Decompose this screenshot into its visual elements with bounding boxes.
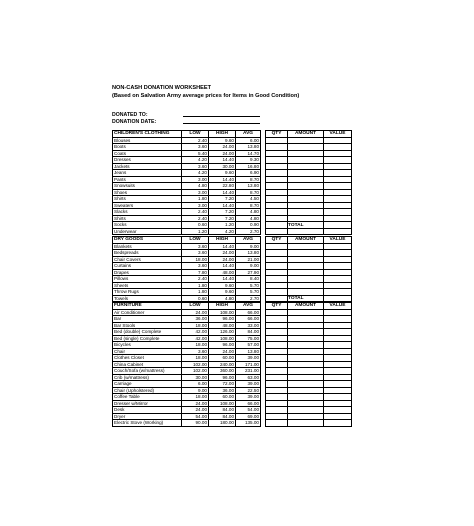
avg-value: 8.70 <box>236 202 261 209</box>
avg-value: 57.00 <box>236 342 261 349</box>
item-name: Bar Stools <box>113 322 182 329</box>
entry-table-furniture <box>265 302 352 427</box>
avg-value: 54.00 <box>236 407 261 414</box>
item-name: Socks <box>113 222 182 229</box>
high-value: 108.00 <box>209 309 236 316</box>
donated-to-field[interactable] <box>183 116 260 117</box>
low-value: 2.40 <box>182 276 209 283</box>
section-table-dry-goods <box>112 236 261 302</box>
avg-value: 4.80 <box>236 215 261 222</box>
item-name: Desk <box>113 407 182 414</box>
avg-value: 14.70 <box>236 150 261 157</box>
high-value: 4.20 <box>209 228 236 235</box>
low-value: 18.00 <box>182 394 209 401</box>
high-value: 84.00 <box>209 413 236 420</box>
section-table-childrens-clothing <box>112 130 261 235</box>
high-value: 240.00 <box>209 361 236 368</box>
qty-cell[interactable] <box>266 295 288 302</box>
avg-value: 66.00 <box>236 316 261 323</box>
amount-cell[interactable] <box>288 420 324 427</box>
column-header-qty: QTY <box>266 131 288 138</box>
table-row <box>113 420 261 427</box>
avg-value: 63.00 <box>236 374 261 381</box>
item-name: Snowsuits <box>113 183 182 190</box>
avg-value: 9.00 <box>236 243 261 250</box>
value-cell[interactable] <box>324 228 352 235</box>
low-value: 102.00 <box>182 368 209 375</box>
high-value: 22.80 <box>209 183 236 190</box>
section-name: DRY GOODS <box>113 237 182 244</box>
column-header-value: VALUE <box>324 237 352 244</box>
item-name: Chair (Upholstered) <box>113 387 182 394</box>
high-value: 108.00 <box>209 400 236 407</box>
high-value: 126.00 <box>209 329 236 336</box>
page-title: NON-CASH DONATION WORKSHEET <box>112 85 212 91</box>
entry-header-row <box>266 237 352 244</box>
low-value: 1.80 <box>182 289 209 296</box>
column-header-value: VALUE <box>324 303 352 310</box>
item-name: Sheets <box>113 282 182 289</box>
high-value: 24.00 <box>209 256 236 263</box>
item-name: China Cabinet <box>113 361 182 368</box>
low-value: 3.60 <box>182 263 209 270</box>
high-value: 9.60 <box>209 137 236 144</box>
column-header-high: HIGH <box>209 237 236 244</box>
low-value: 42.00 <box>182 329 209 336</box>
low-value: 4.80 <box>182 183 209 190</box>
high-value: 180.00 <box>209 420 236 427</box>
donation-date-label: DONATION DATE: <box>112 119 157 125</box>
avg-value: 13.80 <box>236 144 261 151</box>
item-name: Pillows <box>113 276 182 283</box>
item-name: Blouses <box>113 137 182 144</box>
column-header-high: HIGH <box>209 303 236 310</box>
high-value: 9.60 <box>209 289 236 296</box>
donation-date-field[interactable] <box>183 123 260 124</box>
high-value: 48.00 <box>209 322 236 329</box>
value-cell[interactable] <box>324 420 352 427</box>
item-name: Throw Rugs <box>113 289 182 296</box>
avg-value: 16.80 <box>236 163 261 170</box>
avg-value: 2.70 <box>236 228 261 235</box>
avg-value: 39.00 <box>236 394 261 401</box>
avg-value: 5.70 <box>236 289 261 296</box>
low-value: 1.20 <box>182 228 209 235</box>
item-name: Bicycles <box>113 342 182 349</box>
high-value: 60.00 <box>209 394 236 401</box>
avg-value: 13.80 <box>236 250 261 257</box>
item-name: Chair <box>113 348 182 355</box>
avg-value: 6.00 <box>236 137 261 144</box>
column-header-amount: AMOUNT <box>288 303 324 310</box>
low-value: 3.60 <box>182 348 209 355</box>
high-value: 9.60 <box>209 282 236 289</box>
item-name: Dresser w/Mirror <box>113 400 182 407</box>
column-header-qty: QTY <box>266 303 288 310</box>
low-value: 18.00 <box>182 355 209 362</box>
item-name: Shoes <box>113 189 182 196</box>
item-name: Blankets <box>113 243 182 250</box>
column-header-high: HIGH <box>209 131 236 138</box>
low-value: 42.00 <box>182 335 209 342</box>
qty-cell[interactable] <box>266 228 288 235</box>
item-name: Shirts <box>113 215 182 222</box>
high-value: 60.00 <box>209 355 236 362</box>
item-name: Bed (double) Complete <box>113 329 182 336</box>
avg-value: 33.00 <box>236 322 261 329</box>
high-value: 24.00 <box>209 250 236 257</box>
entry-row <box>266 295 352 302</box>
high-value: 14.40 <box>209 157 236 164</box>
item-name: Towels <box>113 295 182 302</box>
value-cell[interactable] <box>324 295 352 302</box>
low-value: 2.40 <box>182 209 209 216</box>
high-value: 30.00 <box>209 163 236 170</box>
low-value: 24.00 <box>182 309 209 316</box>
avg-value: 8.70 <box>236 189 261 196</box>
high-value: 14.40 <box>209 202 236 209</box>
column-header-amount: AMOUNT <box>288 131 324 138</box>
high-value: 24.00 <box>209 144 236 151</box>
page-subtitle: (Based on Salvation Army average prices for Items in Good Condition) <box>112 93 300 99</box>
item-name: Air Conditioner <box>113 309 182 316</box>
low-value: 3.00 <box>182 202 209 209</box>
low-value: 18.00 <box>182 322 209 329</box>
table-row <box>113 228 261 235</box>
avg-value: 13.80 <box>236 348 261 355</box>
high-value: 72.00 <box>209 381 236 388</box>
low-value: 3.00 <box>182 176 209 183</box>
high-value: 108.00 <box>209 335 236 342</box>
low-value: 3.60 <box>182 163 209 170</box>
low-value: 4.20 <box>182 170 209 177</box>
low-value: 3.60 <box>182 250 209 257</box>
high-value: 48.00 <box>209 269 236 276</box>
item-name: Pants <box>113 176 182 183</box>
entry-row <box>266 420 352 427</box>
item-name: Coats <box>113 150 182 157</box>
high-value: 24.00 <box>209 348 236 355</box>
item-name: Jackets <box>113 163 182 170</box>
low-value: 1.80 <box>182 196 209 203</box>
low-value: 7.80 <box>182 269 209 276</box>
avg-value: 75.00 <box>236 335 261 342</box>
avg-value: 6.90 <box>236 170 261 177</box>
entry-row <box>266 228 352 235</box>
avg-value: 135.00 <box>236 420 261 427</box>
avg-value: 8.40 <box>236 276 261 283</box>
low-value: 3.60 <box>182 144 209 151</box>
high-value: 36.00 <box>209 387 236 394</box>
item-name: Coffee Table <box>113 394 182 401</box>
avg-value: 8.70 <box>236 176 261 183</box>
low-value: 24.00 <box>182 407 209 414</box>
item-name: Crib (w/mattress) <box>113 374 182 381</box>
avg-value: 9.30 <box>236 157 261 164</box>
high-value: 7.20 <box>209 209 236 216</box>
item-name: Drapes <box>113 269 182 276</box>
avg-value: 21.00 <box>236 256 261 263</box>
item-name: Boots <box>113 144 182 151</box>
avg-value: 27.90 <box>236 269 261 276</box>
item-name: Jeans <box>113 170 182 177</box>
avg-value: 0.90 <box>236 222 261 229</box>
high-value: 96.00 <box>209 316 236 323</box>
low-value: 54.00 <box>182 413 209 420</box>
high-value: 24.00 <box>209 150 236 157</box>
column-header-avg: AVG <box>236 131 261 138</box>
entry-table-childrens-clothing <box>265 130 352 235</box>
low-value: 102.00 <box>182 361 209 368</box>
avg-value: 13.80 <box>236 183 261 190</box>
item-name: Couch/Sofa (w/mattress) <box>113 368 182 375</box>
column-header-qty: QTY <box>266 237 288 244</box>
high-value: 14.40 <box>209 263 236 270</box>
high-value: 1.20 <box>209 222 236 229</box>
item-name: Underwear <box>113 228 182 235</box>
low-value: 24.00 <box>182 400 209 407</box>
avg-value: 84.00 <box>236 329 261 336</box>
high-value: 7.20 <box>209 196 236 203</box>
item-name: Carriage <box>113 381 182 388</box>
column-header-low: LOW <box>182 131 209 138</box>
item-name: Electric Stove (Working) <box>113 420 182 427</box>
low-value: 18.00 <box>182 342 209 349</box>
low-value: 18.00 <box>182 256 209 263</box>
item-name: Shirts <box>113 196 182 203</box>
avg-value: 171.00 <box>236 361 261 368</box>
low-value: 6.00 <box>182 381 209 388</box>
high-value: 96.00 <box>209 342 236 349</box>
low-value: 2.40 <box>182 137 209 144</box>
avg-value: 4.80 <box>236 209 261 216</box>
low-value: 36.00 <box>182 316 209 323</box>
low-value: 2.40 <box>182 215 209 222</box>
avg-value: 231.00 <box>236 368 261 375</box>
avg-value: 2.70 <box>236 295 261 302</box>
section-name: FURNITURE <box>113 303 182 310</box>
table-row <box>113 295 261 302</box>
avg-value: 5.70 <box>236 282 261 289</box>
high-value: 14.40 <box>209 243 236 250</box>
high-value: 7.20 <box>209 215 236 222</box>
high-value: 84.00 <box>209 407 236 414</box>
entry-header-row <box>266 131 352 138</box>
entry-header-row <box>266 303 352 310</box>
high-value: 14.40 <box>209 176 236 183</box>
high-value: 14.40 <box>209 189 236 196</box>
column-header-amount: AMOUNT <box>288 237 324 244</box>
section-total-label: TOTAL <box>288 223 304 228</box>
low-value: 9.00 <box>182 387 209 394</box>
section-total-label: TOTAL <box>288 296 304 301</box>
low-value: 30.00 <box>182 374 209 381</box>
high-value: 96.00 <box>209 374 236 381</box>
low-value: 4.20 <box>182 157 209 164</box>
avg-value: 9.00 <box>236 263 261 270</box>
item-name: Bar <box>113 316 182 323</box>
entry-table-dry-goods <box>265 236 352 302</box>
low-value: 0.60 <box>182 222 209 229</box>
item-name: Bed (single) Complete <box>113 335 182 342</box>
column-header-value: VALUE <box>324 131 352 138</box>
avg-value: 22.50 <box>236 387 261 394</box>
donated-to-label: DONATED TO: <box>112 112 148 118</box>
low-value: 1.80 <box>182 282 209 289</box>
low-value: 3.00 <box>182 189 209 196</box>
low-value: 3.60 <box>182 243 209 250</box>
item-name: Dresses <box>113 157 182 164</box>
item-name: Slacks <box>113 209 182 216</box>
item-name: Sweaters <box>113 202 182 209</box>
item-name: Clothes Closet <box>113 355 182 362</box>
column-header-low: LOW <box>182 303 209 310</box>
avg-value: 66.00 <box>236 400 261 407</box>
avg-value: 4.50 <box>236 196 261 203</box>
item-name: Chair Covers <box>113 256 182 263</box>
avg-value: 39.00 <box>236 381 261 388</box>
high-value: 14.40 <box>209 276 236 283</box>
avg-value: 39.00 <box>236 355 261 362</box>
item-name: Bedspreads <box>113 250 182 257</box>
item-name: Dryer <box>113 413 182 420</box>
avg-value: 66.00 <box>236 309 261 316</box>
section-table-furniture <box>112 302 261 427</box>
qty-cell[interactable] <box>266 420 288 427</box>
low-value: 0.60 <box>182 295 209 302</box>
low-value: 90.00 <box>182 420 209 427</box>
column-header-avg: AVG <box>236 303 261 310</box>
section-name: CHILDREN'S CLOTHING <box>113 131 182 138</box>
column-header-avg: AVG <box>236 237 261 244</box>
low-value: 5.40 <box>182 150 209 157</box>
high-value: 4.80 <box>209 295 236 302</box>
high-value: 360.00 <box>209 368 236 375</box>
column-header-low: LOW <box>182 237 209 244</box>
item-name: Curtains <box>113 263 182 270</box>
avg-value: 69.00 <box>236 413 261 420</box>
high-value: 9.60 <box>209 170 236 177</box>
